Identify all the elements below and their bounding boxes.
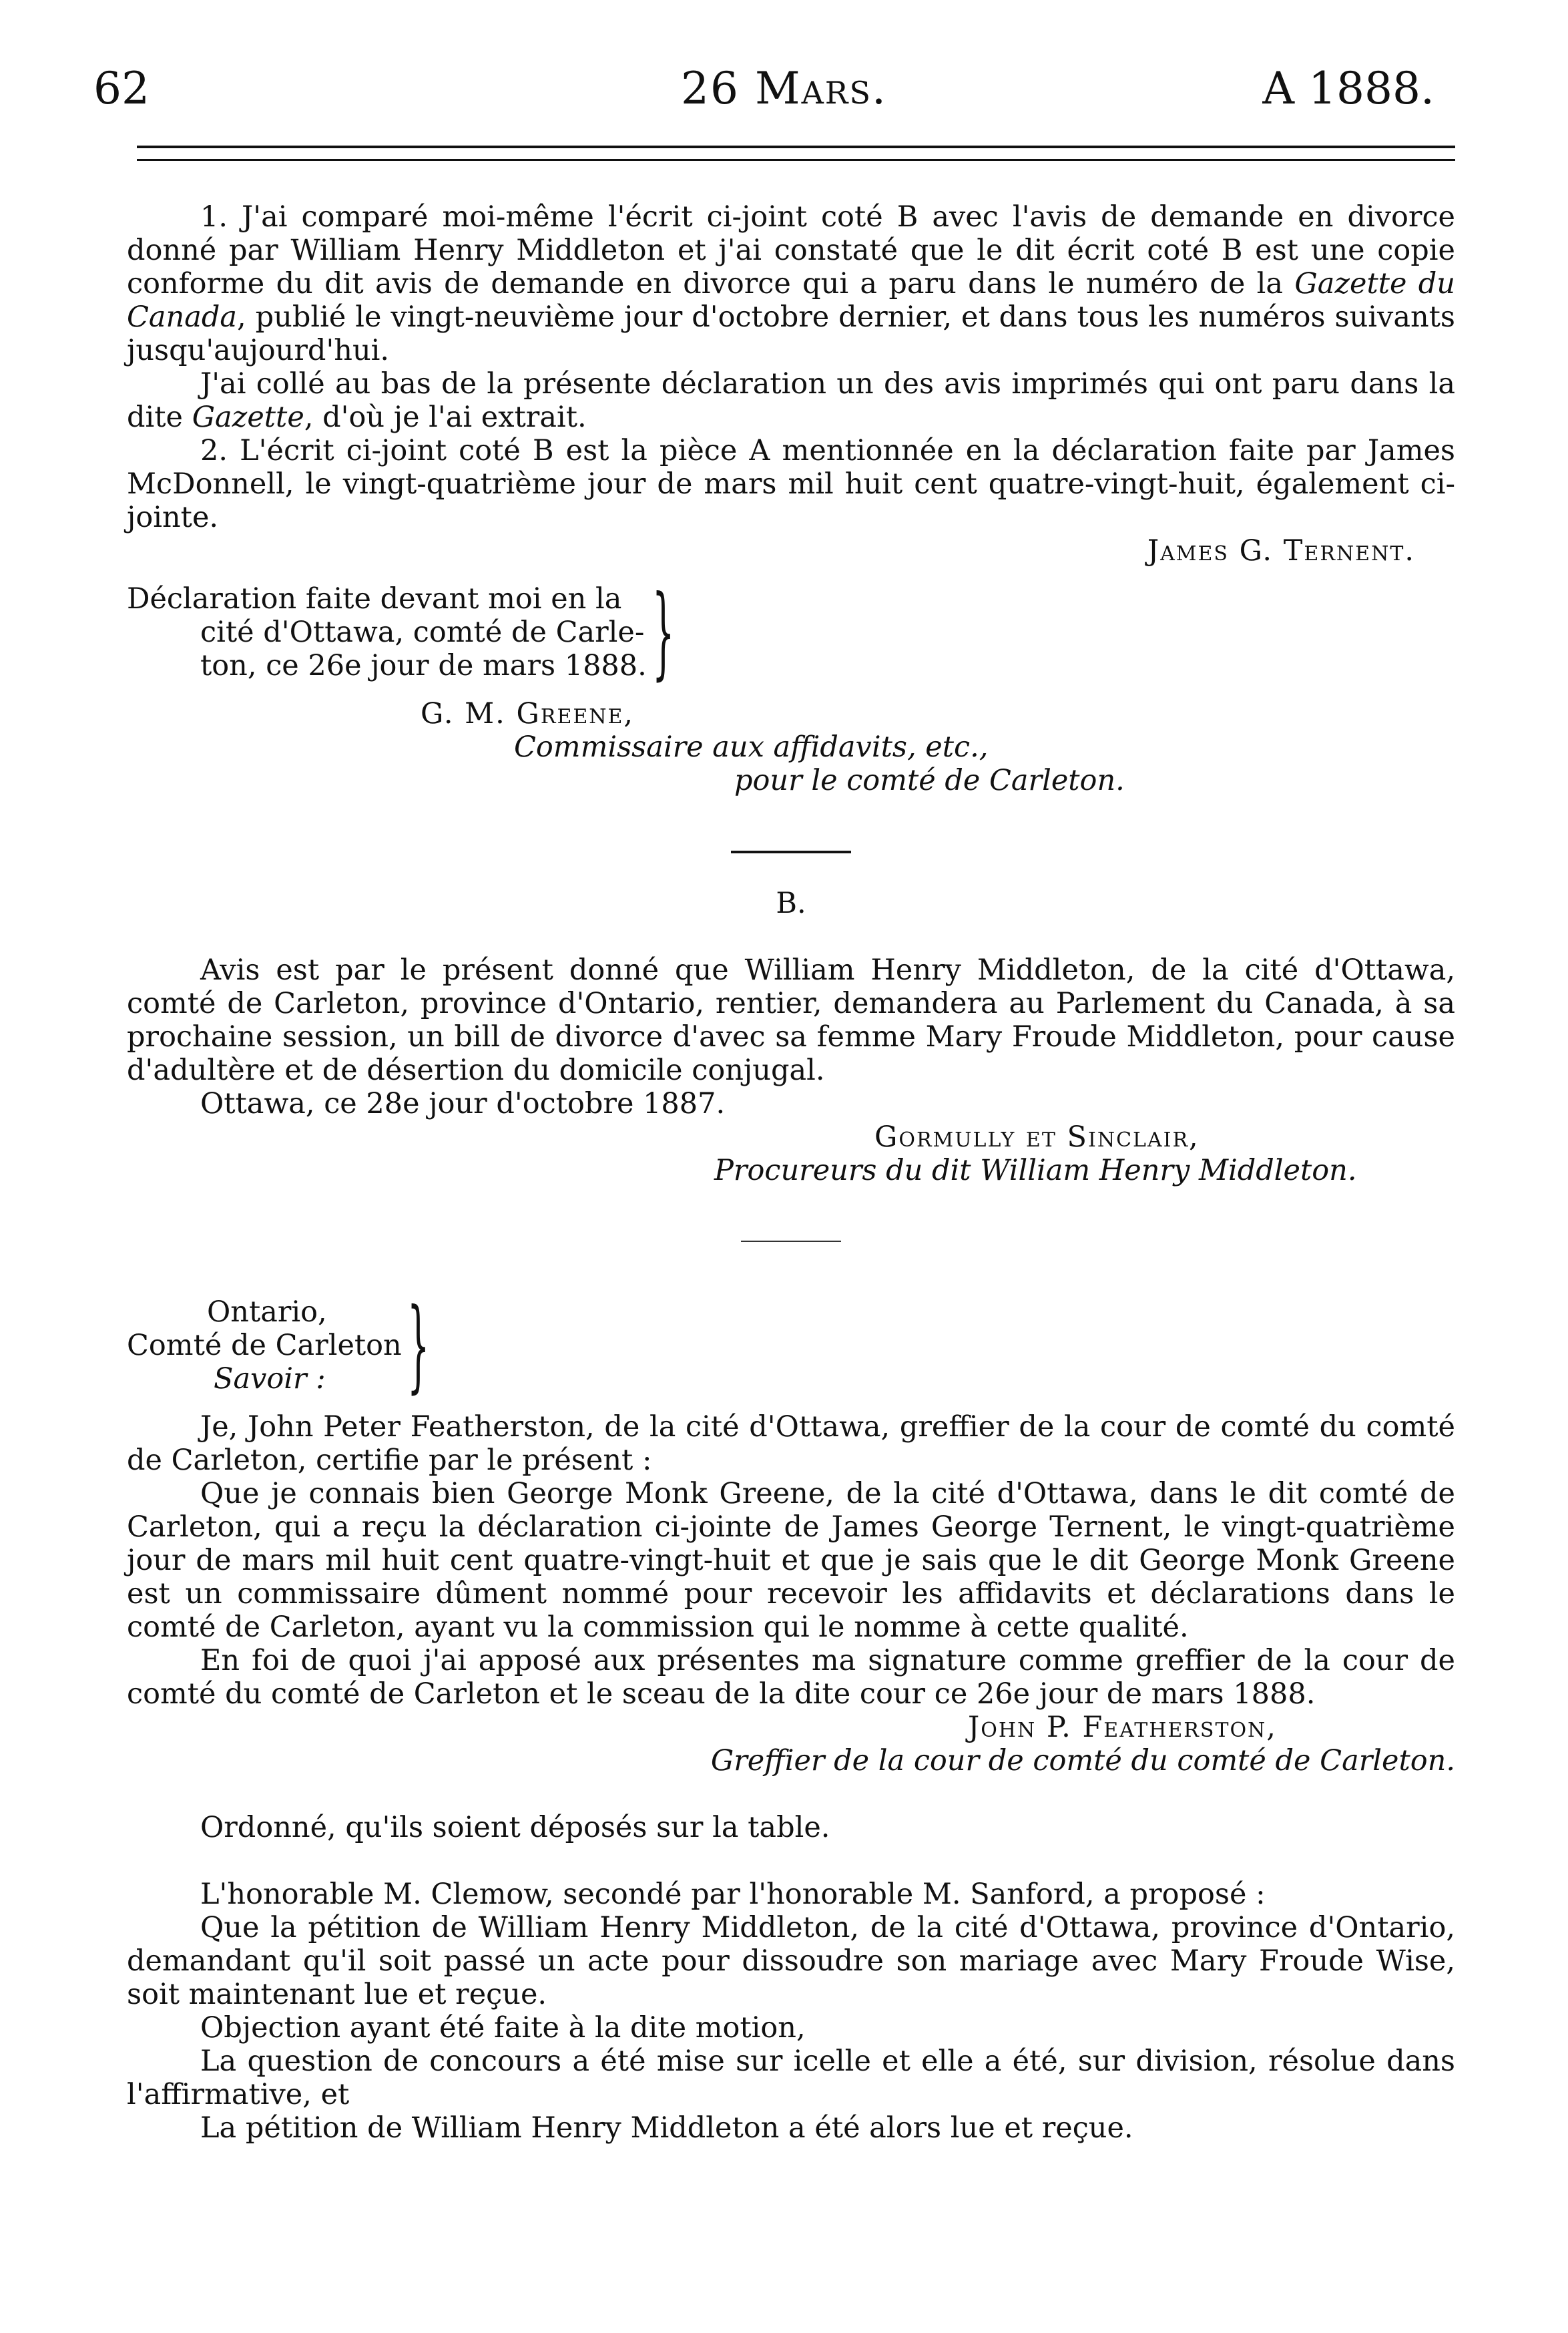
commissioner-name: G. M. Greene,: [421, 697, 635, 730]
paragraph-cert-body: Que je connais bien George Monk Greene, de la cité d'Ottawa, dans le dit comté de Carleton, qui a reçu la déclaration ci-jointe de James George Ternent, le vingt-quatrième jour de mars mil huit cent quatre-vingt-huit et que je sais que le dit George Monk Greene est un commissaire dûment nommé pour recevoir les affidavits et déclarations dans le comté de Carleton, ayant vu la commission qui le nomme à cette qualité.: [127, 1477, 1455, 1644]
venue-line-2: Comté de Carleton: [127, 1329, 402, 1362]
paragraph-avis: Avis est par le présent donné que William Henry Middleton, de la cité d'Ottawa, comté de Carleton, province d'Ontario, rentier, demandera au Parlement du Canada, à sa prochaine session, un bill de divorce d'avec sa femme Mary Froude Middleton, pour cause d'adultère et de désertion du domicile conjugal.: [127, 953, 1455, 1087]
gazette-title: Gazette du Canada: [127, 267, 1456, 334]
paragraph-motion-intro: L'honorable M. Clemow, secondé par l'honorable M. Sanford, a proposé :: [200, 1878, 1266, 1911]
venue-line-3: Savoir :: [214, 1362, 326, 1396]
declaration-block: [127, 574, 1455, 690]
header-rule-bottom: [137, 159, 1455, 161]
declaration-line-3: ton, ce 26e jour de mars 1888.: [200, 649, 647, 682]
commissioner-title: Commissaire aux affidavits, etc.,: [514, 730, 989, 764]
declaration-line-1: Déclaration faite devant moi en la: [127, 582, 622, 616]
section-b-label: B.: [776, 887, 806, 920]
paragraph-ordered: Ordonné, qu'ils soient déposés sur la table.: [200, 1811, 830, 1844]
header-rule-top: [137, 146, 1455, 148]
attorneys-title: Procureurs du dit William Henry Middleton.: [714, 1154, 1357, 1187]
paragraph-motion-body: Que la pétition de William Henry Middleton, de la cité d'Ottawa, province d'Ontario, demandant qu'il soit passé un acte pour dissoudre son mariage avec Mary Froude Wise, soit maintenant lue et reçue.: [127, 1911, 1455, 2011]
page-number: 62: [93, 63, 150, 114]
gazette-title-short: Gazette: [192, 401, 304, 434]
page-year-header: A 1888.: [1262, 63, 1434, 114]
main-text-column: [127, 200, 1455, 2145]
paragraph-cert-intro: Je, John Peter Featherston, de la cité d'Ottawa, greffier de la cour de comté du comté de Carleton, certifie par le présent :: [127, 1410, 1455, 1477]
venue-block: [127, 1287, 1455, 1404]
paragraph-question: La question de concours a été mise sur icelle et elle a été, sur division, résolue dans l'affirmative, et: [127, 2045, 1455, 2111]
paragraph-exhibit: 2. L'écrit ci-joint coté B est la pièce A mentionnée en la déclaration faite par James McDonnell, le vingt-quatrième jour de mars mil huit cent quatre-vingt-huit, également ci-jointe.: [127, 434, 1455, 534]
clerk-title: Greffier de la cour de comté du comté de Carleton.: [710, 1744, 1455, 1777]
brace-glyph-venue: }: [407, 1287, 430, 1404]
paragraph-objection: Objection ayant été faite à la dite motion,: [200, 2011, 806, 2045]
attorneys-name: Gormully et Sinclair,: [874, 1120, 1200, 1154]
page-date-header: 26 Mars.: [681, 63, 887, 114]
paragraph-petition-read: La pétition de William Henry Middleton a été alors lue et reçue.: [200, 2111, 1133, 2145]
paragraph-attached-notice: J'ai collé au bas de la présente déclaration un des avis imprimés qui ont paru dans la dite Gazette, d'où je l'ai extrait.: [127, 367, 1455, 434]
paragraph-cert-seal: En foi de quoi j'ai apposé aux présentes ma signature comme greffier de la cour de comté du comté de Carleton et le sceau de la dite cour ce 26e jour de mars 1888.: [127, 1644, 1455, 1711]
paragraph-comparison: 1. J'ai comparé moi-même l'écrit ci-joint coté B avec l'avis de demande en divorce donné par William Henry Middleton et j'ai constaté que le dit écrit coté B est une copie conforme du dit avis de demande en divorce qui a paru dans le numéro de la Gazette du Canada, publié le vingt-neuvième jour d'octobre dernier, et dans tous les numéros suivants jusqu'aujourd'hui.: [127, 200, 1456, 367]
avis-date: Ottawa, ce 28e jour d'octobre 1887.: [200, 1087, 726, 1120]
venue-line-1: Ontario,: [207, 1295, 327, 1329]
declaration-line-2: cité d'Ottawa, comté de Carle-: [200, 616, 645, 649]
commissioner-county: pour le comté de Carleton.: [734, 764, 1125, 797]
signature-ternent: James G. Ternent.: [1147, 534, 1415, 568]
brace-glyph: }: [651, 574, 675, 690]
clerk-name: John P. Featherston,: [968, 1711, 1277, 1744]
